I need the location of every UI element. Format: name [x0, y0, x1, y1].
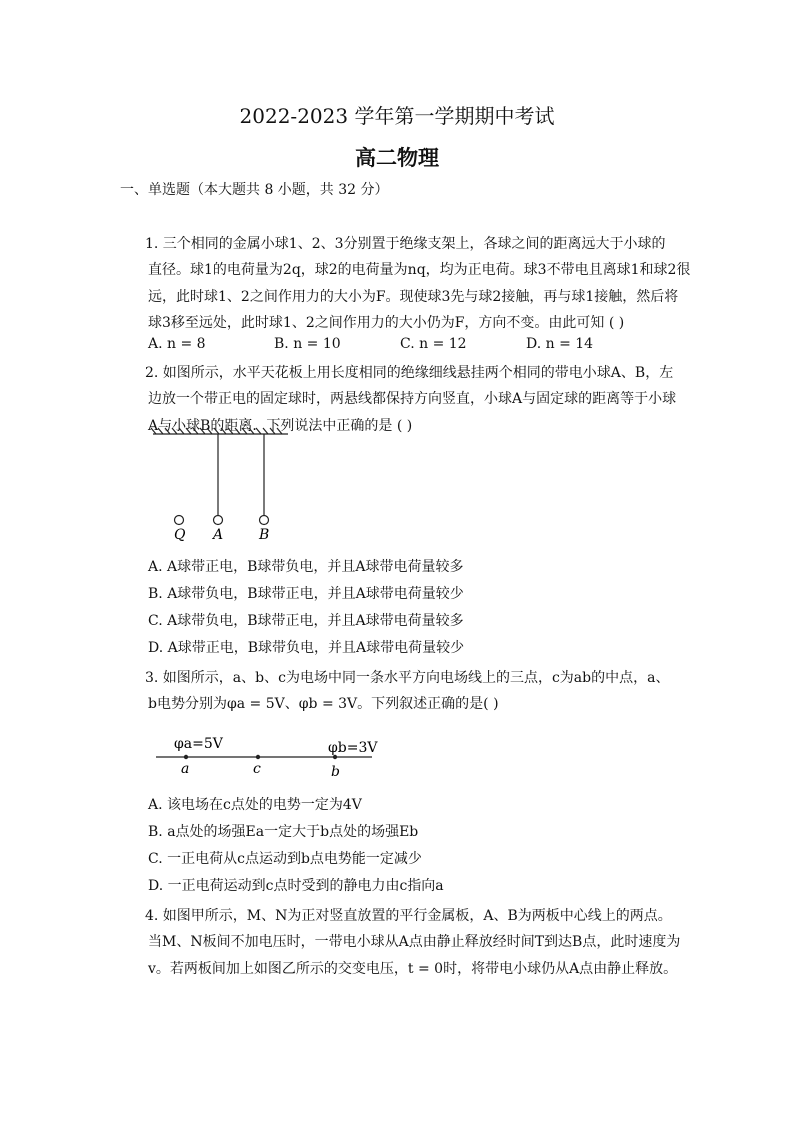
- ceiling-hatch: [179, 428, 184, 434]
- q2-figure: [148, 420, 308, 545]
- ceiling-hatch: [186, 428, 191, 434]
- ceiling-hatch: [249, 428, 254, 434]
- point-a-label: a: [181, 761, 190, 777]
- point-b-label: b: [331, 764, 340, 780]
- ceiling-hatch: [214, 428, 219, 434]
- ceiling-hatch: [228, 428, 233, 434]
- q1-line-3: 远，此时球1、2之间作用力的大小为F。现使球3先与球2接触，再与球1接触，然后将: [148, 289, 679, 305]
- q1-option-b[interactable]: B. n = 10: [274, 336, 341, 352]
- q4-line-3: v。若两板间加上如图乙所示的交变电压，t = 0时，将带电小球仍从A点由静止释放。: [148, 961, 678, 977]
- q1-option-c[interactable]: C. n = 12: [400, 336, 467, 352]
- phi-b-label: φb=3V: [328, 740, 378, 756]
- ceiling-hatch: [151, 428, 156, 434]
- ceiling-hatch: [158, 428, 163, 434]
- point-c-dot: [256, 755, 260, 759]
- ceiling-hatch: [242, 428, 247, 434]
- point-a-dot: [184, 755, 188, 759]
- q3-option-a[interactable]: A. 该电场在c点处的电势一定为4V: [148, 797, 362, 813]
- q3-option-b[interactable]: B. a点处的场强Ea一定大于b点处的场强Eb: [148, 824, 419, 840]
- point-c-label: c: [253, 761, 261, 777]
- ball-b: [260, 516, 269, 525]
- q3-option-d[interactable]: D. 一正电荷运动到c点时受到的静电力由c指向a: [148, 878, 444, 894]
- q1-line-4: 球3移至远处，此时球1、2之间作用力的大小仍为F，方向不变。由此可知 ( ): [148, 315, 625, 331]
- q3-figure: [150, 730, 380, 780]
- ball-a: [214, 516, 223, 525]
- q2-option-c[interactable]: C. A球带负电，B球带正电，并且A球带电荷量较多: [148, 613, 464, 629]
- q3-line-1: 3. 如图所示，a、b、c为电场中同一条水平方向电场线上的三点，c为ab的中点，a、: [145, 670, 670, 686]
- ceiling-hatch: [200, 428, 205, 434]
- ceiling-hatch: [207, 428, 212, 434]
- label-q: Q: [174, 527, 186, 543]
- q1-option-d[interactable]: D. n = 14: [526, 336, 594, 352]
- q1-options: [148, 336, 668, 352]
- q4-line-1: 4. 如图甲所示，M、N为正对竖直放置的平行金属板，A、B为两板中心线上的两点。: [145, 908, 672, 924]
- q1-option-a[interactable]: A. n = 8: [148, 336, 206, 352]
- q1-line-1: 1. 三个相同的金属小球1、2、3分别置于绝缘支架上，各球之间的距离远大于小球的: [145, 236, 666, 252]
- label-a: A: [213, 527, 224, 543]
- ceiling-hatch: [172, 428, 177, 434]
- q2-line-1: 2. 如图所示，水平天花板上用长度相同的绝缘细线悬挂两个相同的带电小球A、B，左: [145, 365, 674, 381]
- q3-option-c[interactable]: C. 一正电荷从c点运动到b点电势能一定减少: [148, 851, 422, 867]
- ball-q: [175, 516, 184, 525]
- q4-line-2: 当M、N板间不加电压时，一带电小球从A点由静止释放经时间T到达B点，此时速度为: [148, 934, 681, 950]
- q1-line-2: 直径。球1的电荷量为2q，球2的电荷量为nq，均为正电荷。球3不带电且离球1和球2很: [148, 262, 691, 278]
- exam-subtitle: 高二物理: [355, 145, 439, 170]
- label-b: B: [259, 527, 270, 543]
- q2-option-b[interactable]: B. A球带负电，B球带正电，并且A球带电荷量较少: [148, 586, 464, 602]
- phi-a-label: φa=5V: [174, 736, 223, 752]
- ceiling-hatch: [193, 428, 198, 434]
- q3-line-2: b电势分别为φa = 5V、φb = 3V。下列叙述正确的是( ): [148, 696, 499, 712]
- exam-title: 2022-2023 学年第一学期期中考试: [239, 104, 555, 128]
- ceiling-hatch: [256, 428, 261, 434]
- q2-line-3: A与小球B的距离．下列说法中正确的是 ( ): [148, 418, 413, 434]
- ceiling: [151, 428, 288, 434]
- q2-option-a[interactable]: A. A球带正电，B球带负电，并且A球带电荷量较多: [148, 559, 464, 575]
- ceiling-hatch: [235, 428, 240, 434]
- section-heading: 一、单选题（本大题共 8 小题，共 32 分）: [120, 182, 389, 198]
- ceiling-hatch: [165, 428, 170, 434]
- q2-line-2: 边放一个带正电的固定球时，两悬线都保持方向竖直，小球A与固定球的距离等于小球: [148, 391, 677, 407]
- q2-option-d[interactable]: D. A球带正电，B球带负电，并且A球带电荷量较少: [148, 640, 465, 656]
- ceiling-hatch: [277, 428, 282, 434]
- ceiling-hatch: [263, 428, 268, 434]
- ceiling-hatch: [221, 428, 226, 434]
- ceiling-hatch: [270, 428, 275, 434]
